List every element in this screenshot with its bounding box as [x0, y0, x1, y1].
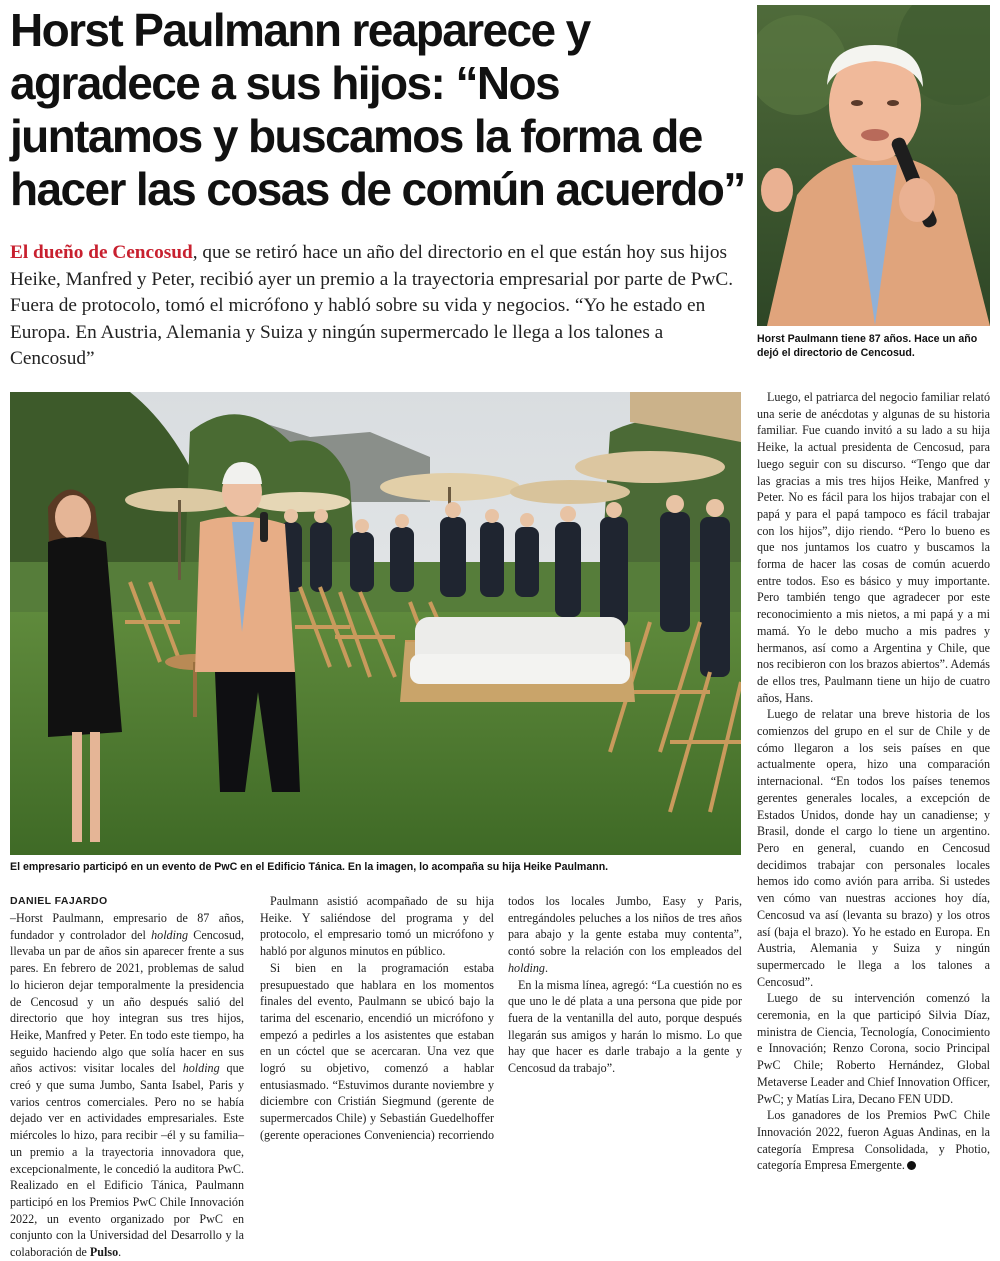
lede-text: , que se retiró hace un año del directorio en el que están hoy sus hijos Heike, Manfred y Peter, recibió ayer un premio a la trayectoria empresarial por parte de PwC. Fuera de protocolo, tomó el micrófono y habló sobre su vida y negocios. “Yo he estado en Europa. En Austria, Alemania y Suiza y ningún supermercado le llega a los talones a Cencosud” — [10, 242, 734, 369]
headline: Horst Paulmann reaparece y agradece a sus hijos: “Nos juntamos y buscamos la forma de hacer las cosas de común acuerdo” — [10, 4, 745, 215]
portrait-caption: Horst Paulmann tiene 87 años. Hace un año dejó el directorio de Cencosud. — [757, 333, 978, 359]
body-paragraph-7: Luego de su intervención comenzó la ceremonia, en la que participó Silvia Díaz, ministra de Ciencia, Tecnología, Conocimiento e Innovación; Renzo Corona, socio Principal PwC Chile; Roberto Hernández, Global Metaverse Leader and Chief Innovation Officer, PwC; y Matías Lira, Decano FEN UDD. — [757, 991, 991, 1106]
portrait-photo — [757, 5, 990, 326]
italic-run: holding — [182, 1061, 220, 1076]
body-paragraph-1 — [10, 910, 244, 1261]
text-run: Si bien en la programación estaba presupuestado que hablara en los momentos finales del evento, Paulmann se ubicó bajo la tarima del escenario, encendió un micrófono y empezó a pedirles a los asistentes que estaban en un cóctel que se acercaran. Una vez que logró su objetivo, comenzó a hablar entusiasmado. “Estuvimos durante noviembre y diciembre con Cristián Siegmund (gerente de supermercados Chile) y Sebastián Guedelhoffer (gerente operaciones Conveniencia) recorriendo todos los locales Jumbo, Easy y Paris, entregándoles peluches a los niños de tres años para abajo y la gente estaba muy contenta”, contó sobre la relación con los empleados del — [260, 894, 742, 1142]
body-paragraph-4: En la misma línea, agregó: “La cuestión no es que uno le dé plata a una persona que pide por fuera de la ventanilla del auto, porque después llegarán sus amigos y harán lo mismo. Lo que hay que hacer es darle trabajo a la gente y Cencosud da trabajo”. — [508, 977, 742, 1076]
event-illustration — [10, 392, 741, 855]
body-column-4 — [757, 389, 990, 1174]
lede — [10, 240, 745, 373]
body-column-2-3 — [260, 893, 742, 1155]
text-run: . — [118, 1245, 122, 1260]
text-run: Los ganadores de los Premios PwC Chile Innovación 2022, fueron Aguas Andinas, en la categoría Empresa Consolidada, y Photio, categoría Empresa Emergente. — [757, 1108, 990, 1173]
text-run: que creó y que suma Jumbo, Santa Isabel, Paris y varios centros comerciales. Pero no se había dejado ver en actividades empresariales. Este miércoles lo hizo, para recibir –él y su familia– un premio a la trayectoria innovadora que, excepcionalmente, le concedió la auditora PwC. Realizado en el Edificio Tánica, Paulmann participó en los Premios PwC Chile Innovación 2022, un evento organizado por PwC en conjunto con la Universidad del Desarrollo y la colaboración de — [10, 1061, 244, 1260]
body-paragraph-8 — [757, 1107, 990, 1174]
body-paragraph-2: Paulmann asistió acompañado de su hija Heike. Y saliéndose del programa y del protocolo, el empresario tomó un micrófono y habló por algunos minutos en público. — [260, 894, 494, 959]
italic-run: holding — [508, 960, 545, 975]
main-caption: El empresario participó en un evento de PwC en el Edificio Tánica. En la imagen, lo acompaña su hija Heike Paulmann. — [10, 861, 609, 873]
text-run: –Horst Paulmann, empresario de 87 años, fundador y controlador del — [10, 911, 244, 942]
main-photo — [10, 392, 741, 855]
body-paragraph-5: Luego, el patriarca del negocio familiar relató una serie de anécdotas y algunas de su historia familiar. Fue cuando invitó a su lado a su hija Heike, la actual presidenta de Cencosud, para luego seguir con su discurso. “Tengo que dar las gracias a mis tres hijos Heike, Manfred y Peter. No es fácil para los hijos trabajar con el papá y para el papá tampoco es fácil trabajar con los hijos”, dijo riendo. “Pero lo bueno es que nos juntamos los cuatro y buscamos la forma de hacer las cosas de común acuerdo entre todos. Eso es básico y muy importante. Pero también tengo que agradecer por este reconocimiento a mis nietos, a mi papá y a mi mamá. Yo le debo mucho a mis padres y hermanos, así como a Argentina y Chile, que nos recibieron con los brazos abiertos”. Además de ellos tres, Paulmann tiene un hijo de cuatro años, Hans. — [757, 390, 990, 705]
italic-run: holding — [151, 927, 189, 942]
portrait-illustration — [757, 5, 990, 326]
body-column-1 — [10, 893, 244, 1261]
bold-run: Pulso — [89, 1245, 119, 1260]
text-run: . — [544, 960, 548, 975]
text-run: Cencosud, llevaba un par de años sin aparecer frente a sus pares. En febrero de 2021, problemas de salud lo hicieron dejar temporalmente la presidencia de Cencosud y un año después salió del directorio que hoy integran sus tres hijos, Heike, Manfred y Peter. En todo este tiempo, ha seguido haciendo algo que solía hacer en sus años activos: visitar locales del — [10, 927, 244, 1076]
lede-kicker: El dueño de Cencosud — [10, 242, 193, 263]
body-paragraph-6: Luego de relatar una breve historia de los comienzos del grupo en el sur de Chile y de cómo llegaron a los seis países en que actualmente opera, hizo una comparación internacional. “En todos los países tenemos gerentes generales locales, a excepción de Estados Unidos, donde hay un canadiense; y Brasil, donde el cargo lo tiene un argentino. Pero en general, cuando en Cencosud decidimos trabajar con personales locales hemos ido como avión para arriba. Si ustedes ven cómo van nuestras acciones hoy día, Cencosud va así (levanta su brazo) y los otros así (baja el brazo). Yo he estado en Europa. En Austria, Alemania y Suiza y ningún supermercado le llega a los talones a Cencosud”. — [757, 707, 990, 989]
byline: DANIEL FAJARDO — [10, 895, 108, 907]
